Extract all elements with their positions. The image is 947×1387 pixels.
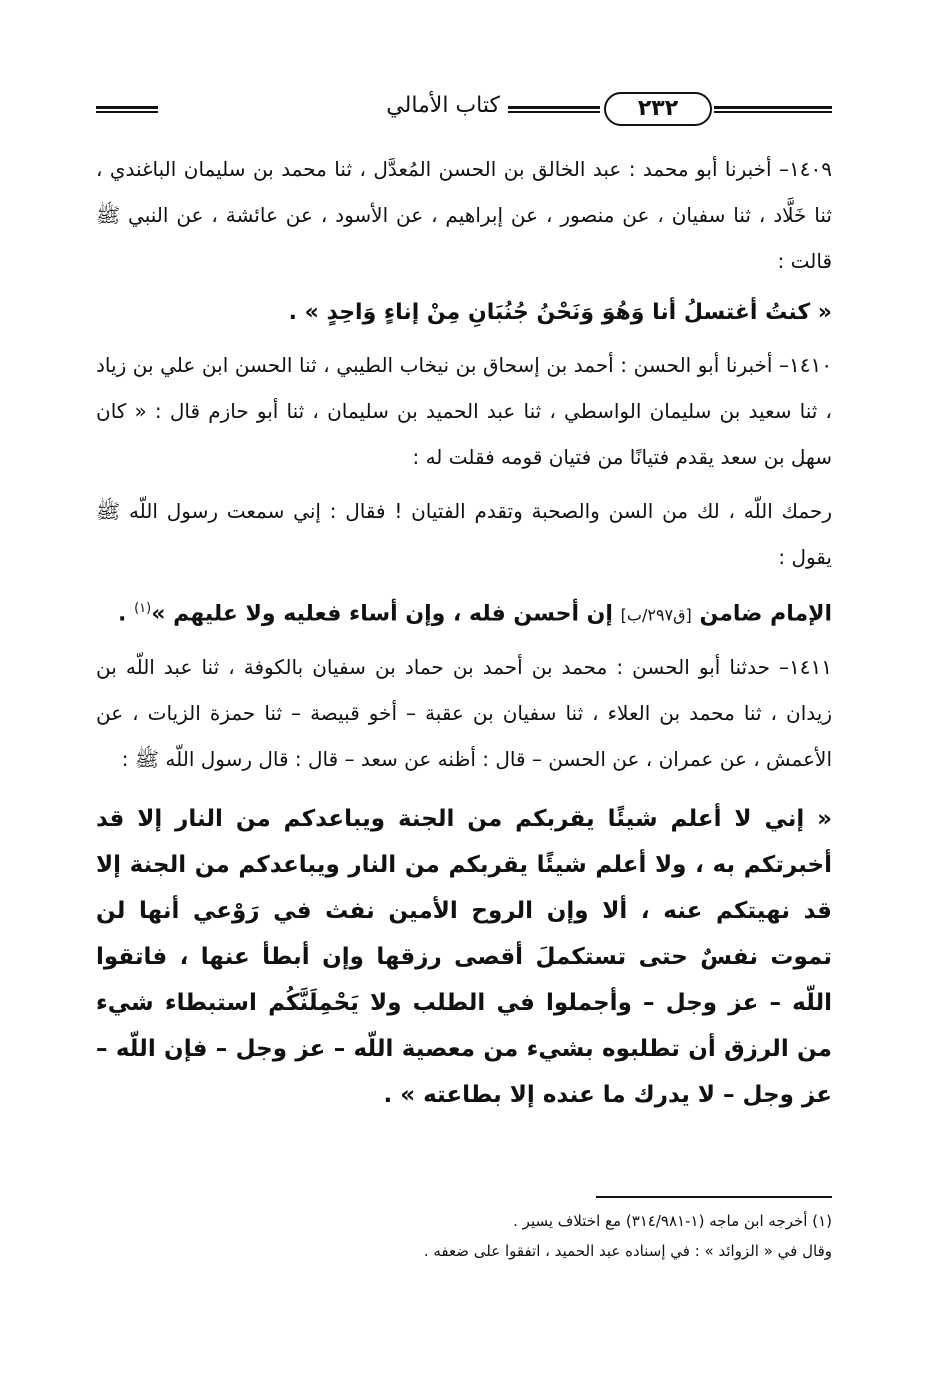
hadith-1410-end: . [118, 601, 135, 627]
entry-1410-continuation: رحمك اللّه ، لك من السن والصحبة وتقدم الفتيان ! فقال : إني سمعت رسول اللّه ﷺ يقول : [96, 499, 832, 569]
entry-1411-intro: ١٤١١– حدثنا أبو الحسن : محمد بن أحمد بن حماد بن سفيان بالكوفة ، ثنا عبد اللّه بن زيدان ، ثنا محمد بن العلاء ، ثنا سفيان بن عقبة – أخو قبيصة – ثنا حمزة الزيات ، عن الأعمش ، عن عمران ، عن الحسن – قال : أظنه عن سعد – قال : قال رسول اللّه ﷺ : [96, 655, 832, 772]
hadith-1410-part-1: الإمام ضامن [699, 601, 832, 627]
hadith-1410-part-2: إن أحسن فله ، وإن أساء فعليه ولا عليهم » [151, 601, 613, 627]
header-rule-middle [508, 106, 600, 114]
page-header [96, 88, 832, 132]
page-number: ٢٣٢ [604, 92, 712, 126]
header-rule-right [714, 106, 832, 114]
footnotes [232, 1206, 832, 1266]
manuscript-reference: [ق٢٩٧/ب] [620, 605, 692, 625]
entry-1409-intro: ١٤٠٩– أخبرنا أبو محمد : عبد الخالق بن الحسن المُعدَّل ، ثنا محمد بن سليمان الباغندي ، ثنا خَلَّاد ، ثنا سفيان ، عن منصور ، عن إبراهيم ، عن الأسود ، عن عائشة ، عن النبي ﷺ قالت : [96, 157, 832, 273]
footnote-marker: (١) [134, 601, 152, 616]
footnote-1: (١) أخرجه ابن ماجه (١-٣١٤/٩٨١) مع اختلاف يسير . [513, 1212, 832, 1230]
header-rule-left [96, 106, 158, 114]
footnote-separator [596, 1196, 832, 1198]
entry-1409-hadith: « كنتُ أغتسلُ أنا وَهُوَ وَنَحْنُ جُنُبَانِ مِنْ إناءٍ وَاحِدٍ » . [288, 300, 832, 325]
entry-1410-hadith [96, 586, 832, 638]
footnote-1-note: وقال في « الزوائد » : في إسناده عبد الحميد ، اتفقوا على ضعفه . [423, 1242, 832, 1260]
running-title: كتاب الأمالي [386, 93, 500, 118]
page-body [96, 146, 832, 1118]
entry-1410-intro: ١٤١٠– أخبرنا أبو الحسن : أحمد بن إسحاق بن نيخاب الطيبي ، ثنا الحسن ابن علي بن زياد ، ثنا سعيد بن سليمان الواسطي ، ثنا عبد الحميد بن سليمان ، ثنا أبو حازم قال : « كان سهل بن سعد يقدم فتيانًا من فتيان قومه فقلت له : [96, 353, 832, 469]
entry-1411-hadith: « إني لا أعلم شيئًا يقربكم من الجنة ويباعدكم من النار إلا قد أخبرتكم به ، ولا أعلم شيئًا يقربكم من النار ويباعدكم من الجنة إلا قد نهيتكم عنه ، ألا وإن الروح الأمين نفث في رَوْعي أنها لن تموت نفسٌ حتى تستكملَ أقصى رزقها وإن أبطأ عنها ، فاتقوا اللّه – عز وجل – وأجملوا في الطلب ولا يَحْمِلَنَّكُم استبطاء شيء من الرزق أن تطلبوه بشيء من معصية اللّه – عز وجل – فإن اللّه – عز وجل – لا يدرك ما عنده إلا بطاعته » . [96, 806, 832, 1109]
